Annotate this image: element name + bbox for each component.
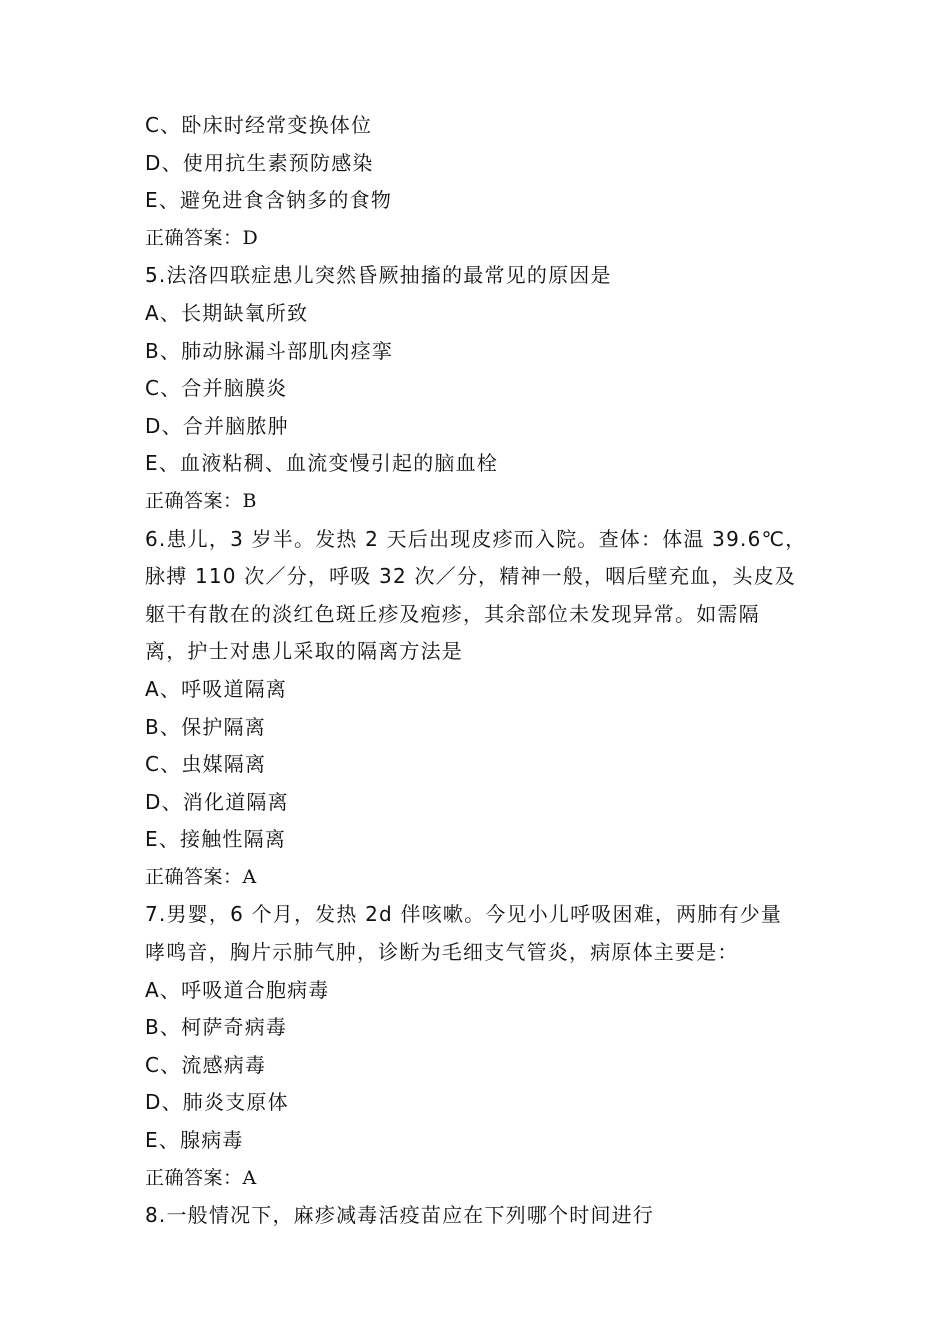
document-page — [145, 107, 825, 1235]
q7-option-d: D、肺炎支原体 — [145, 1090, 289, 1115]
q6-stem-line-2: 脉搏 110 次／分，呼吸 32 次／分，精神一般，咽后壁充血，头皮及 — [145, 564, 797, 589]
q5-stem: 5.法洛四联症患儿突然昏厥抽搐的最常见的原因是 — [145, 263, 612, 288]
q4-option-c: C、卧床时经常变换体位 — [145, 113, 373, 137]
q5-option-e: E、血液粘稠、血流变慢引起的脑血栓 — [145, 451, 499, 476]
q6-option-e: E、接触性隔离 — [145, 827, 287, 852]
q7-answer: 正确答案：A — [145, 1166, 257, 1189]
q7-option-c: C、流感病毒 — [145, 1052, 267, 1077]
q7-option-a: A、呼吸道合胞病毒 — [145, 977, 330, 1002]
q6-option-c: C、虫媒隔离 — [145, 752, 267, 777]
q6-stem-line-3: 躯干有散在的淡红色斑丘疹及疱疹，其余部位未发现异常。如需隔 — [145, 601, 760, 626]
q5-option-b: B、肺动脉漏斗部肌肉痉挛 — [145, 338, 394, 363]
q6-option-a: A、呼吸道隔离 — [145, 676, 288, 701]
q5-answer: 正确答案：B — [145, 489, 257, 512]
q7-stem-line-1: 7.男婴，6 个月，发热 2d 伴咳嗽。今见小儿呼吸困难，两肺有少量 — [145, 902, 783, 927]
q4-answer: 正确答案：D — [145, 226, 259, 249]
q5-option-c: C、合并脑膜炎 — [145, 376, 288, 401]
q6-option-d: D、消化道隔离 — [145, 789, 289, 814]
q7-option-b: B、柯萨奇病毒 — [145, 1015, 288, 1040]
q6-option-b: B、保护隔离 — [145, 714, 266, 739]
q5-option-d: D、合并脑脓肿 — [145, 413, 289, 438]
q7-stem-line-2: 哮鸣音，胸片示肺气肿，诊断为毛细支气管炎，病原体主要是： — [145, 940, 739, 965]
q6-stem-line-4: 离，护士对患儿采取的隔离方法是 — [145, 639, 463, 664]
q6-answer: 正确答案：A — [145, 865, 257, 888]
q7-option-e: E、腺病毒 — [145, 1128, 244, 1153]
q6-stem-line-1: 6.患儿，3 岁半。发热 2 天后出现皮疹而入院。查体：体温 39.6℃， — [145, 526, 807, 551]
q4-option-d: D、使用抗生素预防感染 — [145, 150, 374, 175]
q4-option-e: E、避免进食含钠多的食物 — [145, 188, 393, 213]
q8-stem: 8.一般情况下，麻疹减毒活疫苗应在下列哪个时间进行 — [145, 1203, 655, 1228]
q5-option-a: A、长期缺氧所致 — [145, 300, 309, 325]
